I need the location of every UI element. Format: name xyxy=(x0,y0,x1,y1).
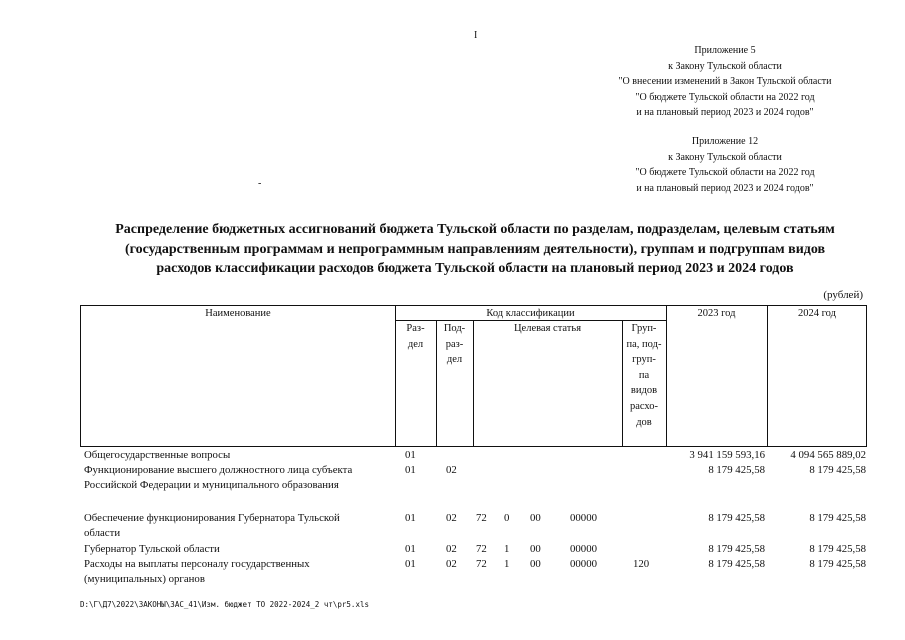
row-name xyxy=(84,542,390,557)
header-group-line: па xyxy=(638,369,650,381)
row-name-line: (муниципальных) органов xyxy=(84,572,205,585)
row-name-line: Расходы на выплаты персоналу государственных xyxy=(84,558,310,570)
row-target-type: 1 xyxy=(504,558,510,570)
header-subsection-line: дел xyxy=(446,354,463,366)
divider xyxy=(767,306,768,446)
annex-12-block xyxy=(560,134,890,196)
row-value-2024: 8 179 425,58 xyxy=(809,543,866,555)
title-line: (государственным программам и непрограммным направлениям деятельности), группам и подгруппам видов xyxy=(124,241,826,257)
row-section: 01 xyxy=(405,449,416,461)
header-year-2023: 2023 год xyxy=(697,308,736,319)
annex-5-line: Приложение 5 xyxy=(694,45,756,56)
header-group-line: па, под- xyxy=(626,338,662,350)
row-target-direction: 00000 xyxy=(570,558,597,570)
row-subsection: 02 xyxy=(446,464,457,476)
row-subsection: 02 xyxy=(446,558,457,570)
row-value-2023: 8 179 425,58 xyxy=(708,558,765,570)
row-target-main: 00 xyxy=(530,558,541,570)
row-name xyxy=(84,448,390,463)
title-line: Распределение бюджетных ассигнований бюджета Тульской области по разделам, подразделам, целевым статьям xyxy=(115,222,835,237)
header-group-line: Груп- xyxy=(631,323,657,334)
file-path-footer: D:\Г\Д7\2022\ЗАКОНЫ\ЗАС_41\Изм. бюджет ТО 2022-2024_2 чт\pr5.xls xyxy=(80,600,369,609)
annex-5-line: "О внесении изменений в Закон Тульской области xyxy=(618,76,832,88)
document-title xyxy=(80,220,870,279)
header-subsection-line: Под- xyxy=(443,323,466,334)
row-target-program: 72 xyxy=(476,543,487,555)
row-value-2024: 8 179 425,58 xyxy=(809,512,866,524)
annex-5-line: "О бюджете Тульской области на 2022 год xyxy=(635,91,815,103)
header-section-line: дел xyxy=(407,338,424,350)
header-subsection-line: раз- xyxy=(445,338,464,350)
row-subsection: 02 xyxy=(446,512,457,524)
row-target-program: 72 xyxy=(476,558,487,570)
header-group-line: груп- xyxy=(632,354,656,366)
title-line: расходов классификации расходов бюджета Тульской области на плановый период 2023 и 2024 годов xyxy=(156,261,794,276)
header-group-line: дов xyxy=(636,416,652,428)
row-section: 01 xyxy=(405,512,416,524)
row-target-type: 0 xyxy=(504,512,510,524)
row-section: 01 xyxy=(405,543,416,555)
annex-12-line: к Закону Тульской области xyxy=(668,151,782,163)
header-group-line: видов xyxy=(630,385,658,397)
row-target-main: 00 xyxy=(530,512,541,524)
header-year-2024: 2024 год xyxy=(798,308,836,319)
annex-5-line: и на плановый период 2023 и 2024 годов" xyxy=(636,107,814,119)
annex-5-line: к Закону Тульской области xyxy=(668,60,782,72)
row-group: 120 xyxy=(633,558,650,570)
row-name-line: Российской Федерации и муниципального образования xyxy=(84,478,339,491)
header-name: Наименование xyxy=(205,308,271,319)
row-name xyxy=(84,557,390,586)
row-value-2023: 3 941 159 593,16 xyxy=(689,449,765,461)
row-value-2023: 8 179 425,58 xyxy=(708,464,765,476)
row-name-line: Губернатор Тульской области xyxy=(84,543,220,555)
row-target-type: 1 xyxy=(504,543,510,555)
header-subsection xyxy=(436,321,473,368)
divider xyxy=(666,306,667,446)
header-section-line: Раз- xyxy=(406,323,425,334)
divider xyxy=(473,320,474,446)
table-header xyxy=(80,305,867,447)
row-value-2023: 8 179 425,58 xyxy=(708,543,765,555)
header-code: Код классификации xyxy=(486,308,575,319)
row-target-program: 72 xyxy=(476,512,487,524)
row-subsection: 02 xyxy=(446,543,457,555)
row-value-2024: 4 094 565 889,02 xyxy=(790,449,866,461)
annex-12-line: "О бюджете Тульской области на 2022 год xyxy=(635,167,815,179)
row-name-line: Обеспечение функционирования Губернатора Тульской xyxy=(84,512,340,524)
row-value-2023: 8 179 425,58 xyxy=(708,512,765,524)
unit-label: (рублей) xyxy=(823,289,863,301)
row-target-main: 00 xyxy=(530,543,541,555)
annex-12-line: и на плановый период 2023 и 2024 годов" xyxy=(636,182,814,194)
row-name-line: области xyxy=(84,526,121,539)
header-target: Целевая статья xyxy=(513,323,582,334)
annex-5-block xyxy=(560,43,890,121)
row-value-2024: 8 179 425,58 xyxy=(809,558,866,570)
row-name-line: Функционирование высшего должностного лица субъекта xyxy=(84,464,353,476)
row-name-line: Общегосударственные вопросы xyxy=(84,449,231,461)
row-value-2024: 8 179 425,58 xyxy=(809,464,866,476)
header-section xyxy=(395,321,436,352)
row-target-direction: 00000 xyxy=(570,543,597,555)
row-section: 01 xyxy=(405,464,416,476)
header-group-line: расхо- xyxy=(629,400,659,412)
header-group xyxy=(622,321,666,430)
row-target-direction: 00000 xyxy=(570,512,597,524)
stray-dash: - xyxy=(258,178,262,189)
row-name xyxy=(84,511,390,540)
row-section: 01 xyxy=(405,558,416,570)
page-mark: I xyxy=(474,30,478,41)
row-name xyxy=(84,463,390,492)
annex-12-line: Приложение 12 xyxy=(691,136,759,147)
